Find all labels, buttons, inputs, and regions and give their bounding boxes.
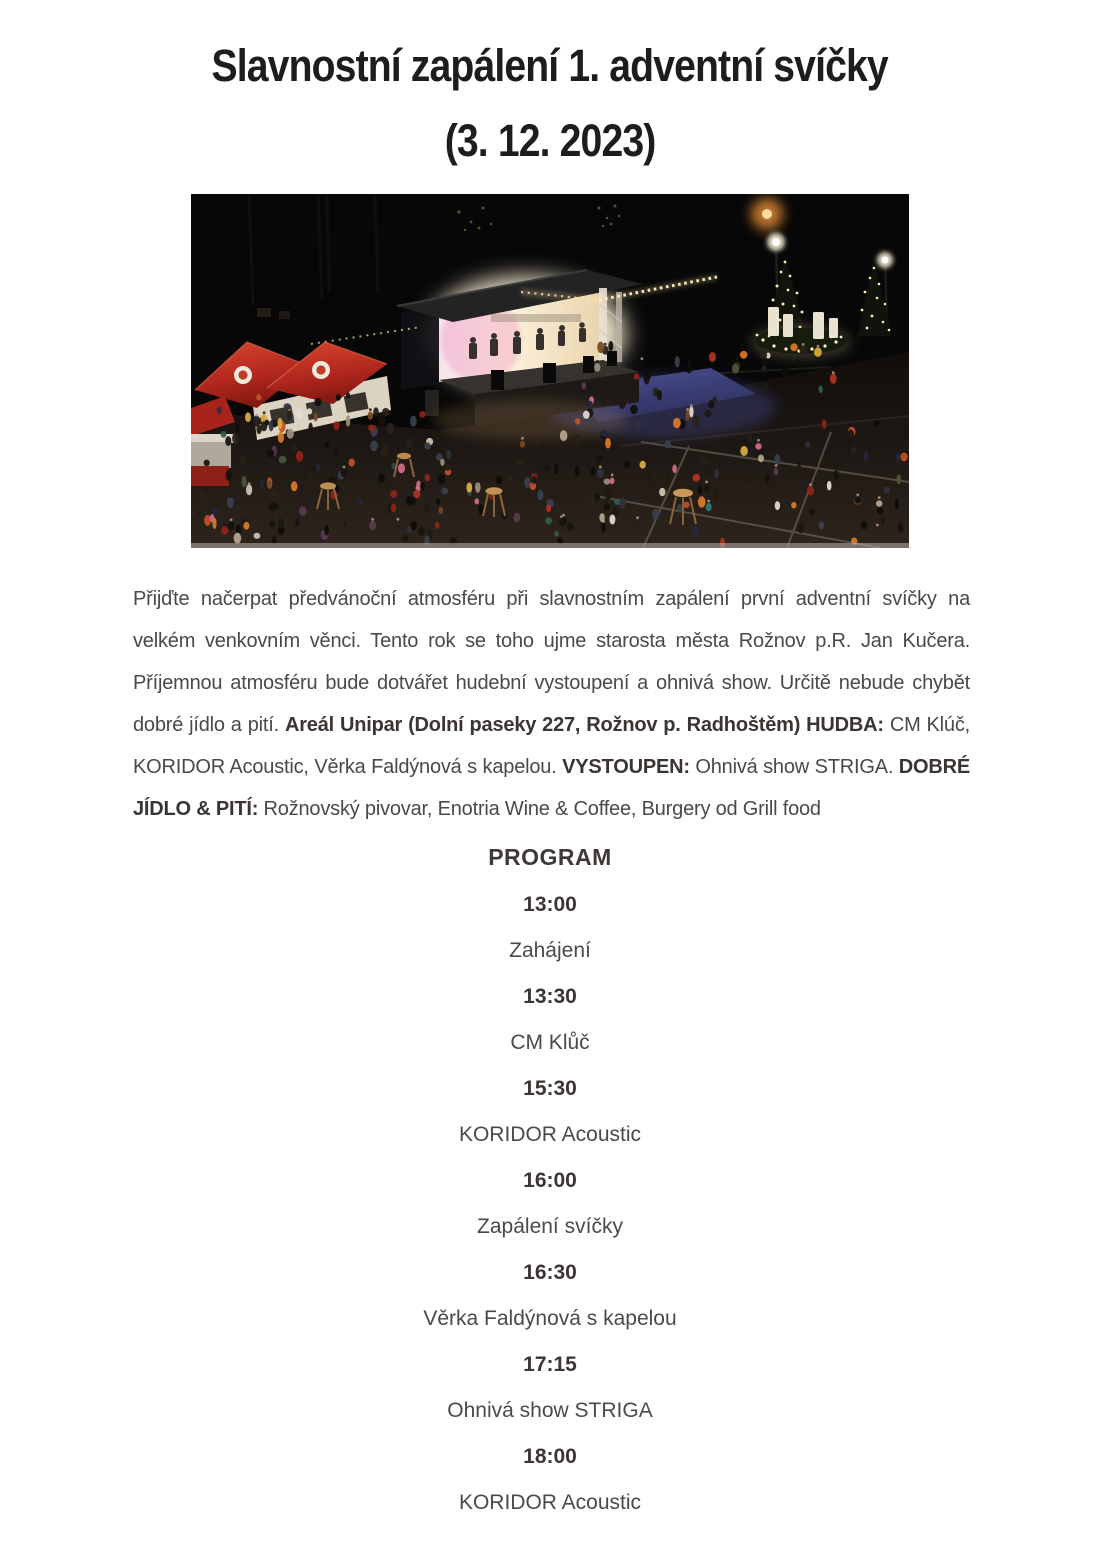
program-item-event: KORIDOR Acoustic [458, 1123, 642, 1146]
article-segment-hudba-label: HUDBA: [806, 714, 884, 736]
program-item [0, 1434, 1100, 1526]
program-item-event: Ohnivá show STRIGA [447, 1399, 653, 1422]
program-item-event: KORIDOR Acoustic [458, 1491, 642, 1514]
program-item [0, 1342, 1100, 1434]
article-paragraph [133, 578, 970, 830]
program-item-time: 16:00 [523, 1169, 577, 1192]
program-item-time: 13:30 [523, 985, 577, 1008]
program-item [0, 882, 1100, 974]
page-title [0, 34, 1100, 184]
program-item [0, 1066, 1100, 1158]
program-item-event: Věrka Faldýnová s kapelou [423, 1307, 677, 1330]
article-segment: Přijďte načerpat předvánoční atmosféru při slavnostním zapálení první adventní svíčky na velkém venkovním věnci. Tento rok se toho ujme starosta města Rožnov p.R. Jan Kučera. Příjemnou atmosféru bude dotvářet hudební vystoupení a ohnivá show. Určitě nebude chybět dobré jídlo a pití. [133, 588, 970, 736]
program-heading: PROGRAM [488, 844, 612, 870]
program-item-time: 15:30 [523, 1077, 577, 1100]
program-item-event: Zapálení svíčky [477, 1215, 623, 1238]
article-segment-hudba: CM Klúč, KORIDOR Acoustic, Věrka Faldýnová s kapelou. [133, 714, 970, 778]
program-item-time: 13:00 [523, 893, 577, 916]
article-segment-jidlo: Rožnovský pivovar, Enotria Wine & Coffee, Burgery od Grill food [258, 798, 821, 820]
program-item [0, 974, 1100, 1066]
program-item [0, 1158, 1100, 1250]
event-photo [191, 194, 909, 548]
program-item-event: Zahájení [509, 939, 591, 962]
program-section [0, 832, 1100, 1526]
article-segment-vystoupen: Ohnivá show STRIGA. [689, 756, 899, 778]
page-title-line-2: (3. 12. 2023) [444, 115, 656, 166]
program-item-event: CM Klůč [510, 1031, 590, 1054]
event-photo-svg [191, 194, 909, 548]
program-item [0, 1250, 1100, 1342]
program-item-time: 18:00 [523, 1445, 577, 1468]
program-item-time: 16:30 [523, 1261, 577, 1284]
article-segment-vystoupen-label: VYSTOUPEN: [562, 756, 690, 778]
page-title-line-1: Slavnostní zapálení 1. adventní svíčky [211, 40, 889, 91]
article-segment-venue: Areál Unipar (Dolní paseky 227, Rožnov p. Radhoštěm) [284, 714, 807, 736]
program-item-time: 17:15 [523, 1353, 577, 1376]
article-segment-jidlo-label: DOBRÉ JÍDLO & PITÍ: [133, 756, 970, 820]
